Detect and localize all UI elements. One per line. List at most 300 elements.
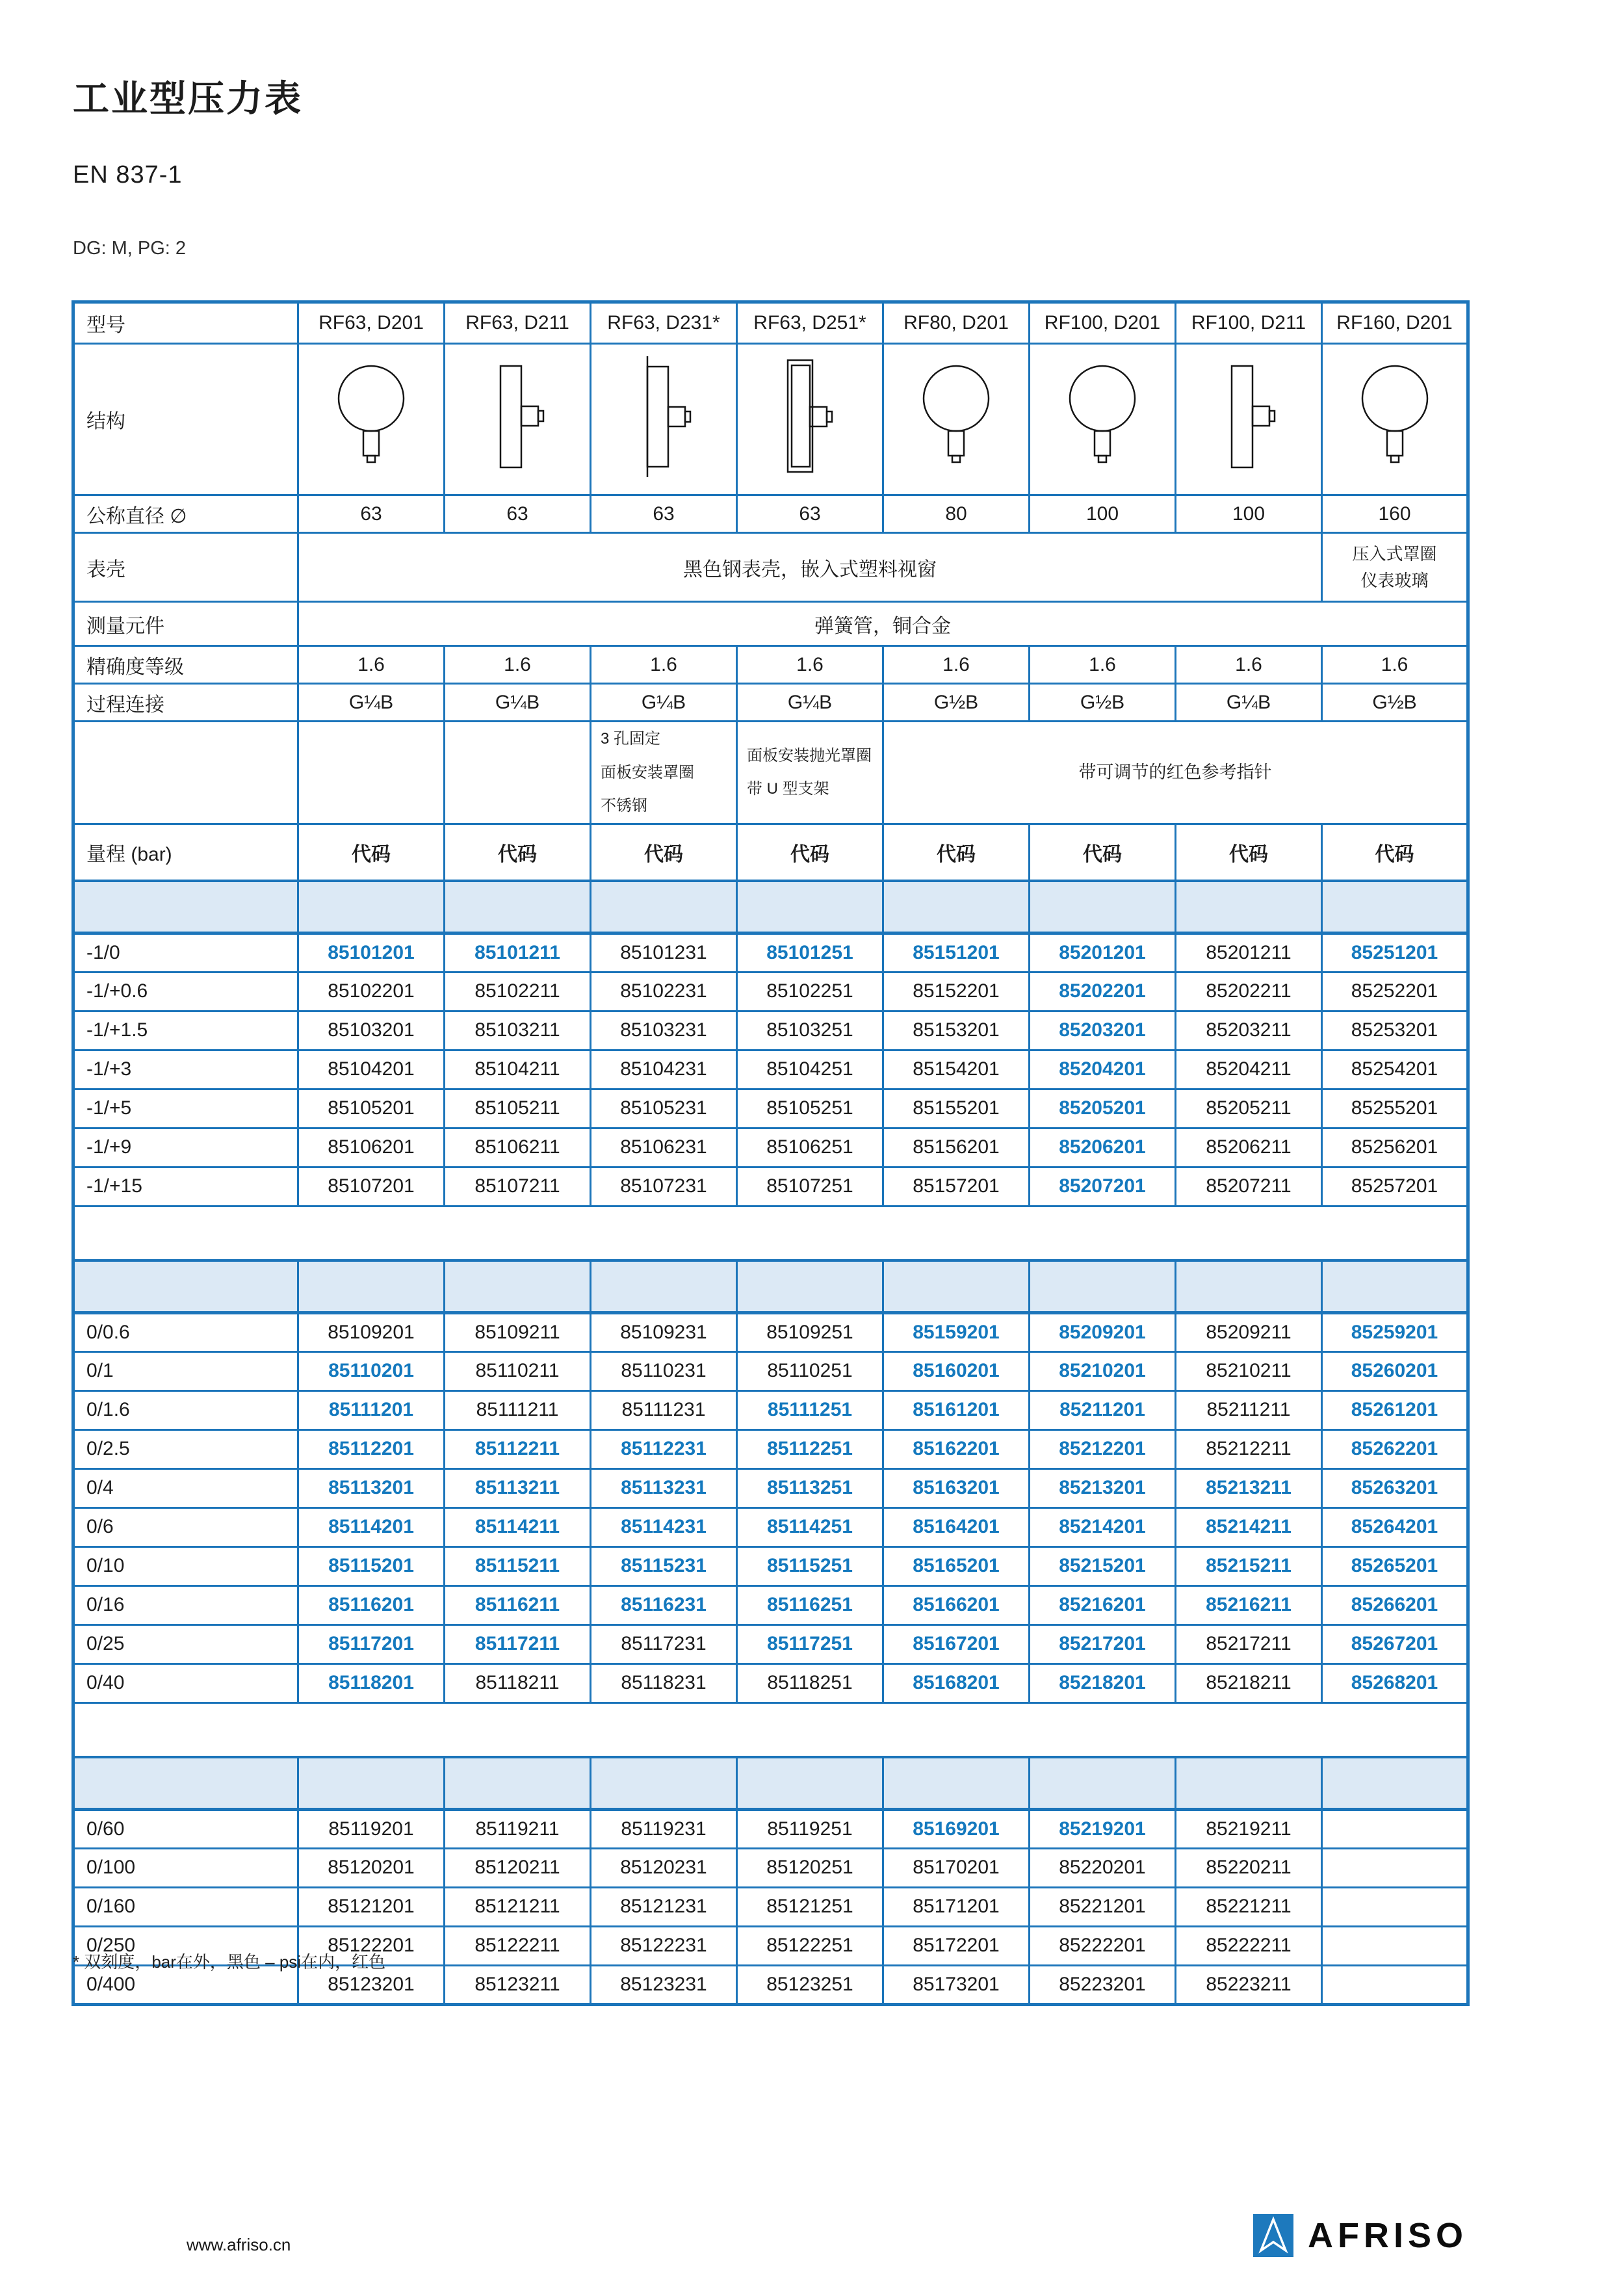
separator-cell <box>73 1260 298 1312</box>
range-cell: -1/0 <box>73 933 298 972</box>
code-cell: 85107231 <box>591 1167 737 1206</box>
code-cell: 85112231 <box>591 1429 737 1468</box>
connection-value: G½B <box>1030 684 1176 722</box>
range-cell: -1/+0.6 <box>73 972 298 1011</box>
code-cell: 85116211 <box>445 1585 591 1624</box>
accuracy-value: 1.6 <box>1322 646 1468 684</box>
code-cell: 85153201 <box>883 1011 1030 1050</box>
code-header: 代码 <box>298 824 445 881</box>
model-row-label: 型号 <box>73 302 298 344</box>
code-cell: 85170201 <box>883 1848 1030 1887</box>
separator-cell <box>1322 1260 1468 1312</box>
code-cell: 85113211 <box>445 1468 591 1507</box>
code-cell: 85112211 <box>445 1429 591 1468</box>
code-cell: 85251201 <box>1322 933 1468 972</box>
code-cell: 85162201 <box>883 1429 1030 1468</box>
range-cell: 0/60 <box>73 1809 298 1848</box>
code-cell: 85201211 <box>1176 933 1322 972</box>
gauge-side-panel-mount-icon <box>591 344 737 495</box>
model-name: RF63, D251* <box>737 302 883 344</box>
code-cell: 85116201 <box>298 1585 445 1624</box>
code-header: 代码 <box>591 824 737 881</box>
code-cell: 85119251 <box>737 1809 883 1848</box>
code-cell: 85262201 <box>1322 1429 1468 1468</box>
code-cell: 85105201 <box>298 1089 445 1128</box>
code-cell: 85206201 <box>1030 1128 1176 1167</box>
code-cell: 85157201 <box>883 1167 1030 1206</box>
accuracy-value: 1.6 <box>1030 646 1176 684</box>
accuracy-value: 1.6 <box>1176 646 1322 684</box>
code-cell: 85254201 <box>1322 1050 1468 1089</box>
model-name: RF63, D231* <box>591 302 737 344</box>
option-note <box>298 722 445 824</box>
range-cell: 0/2.5 <box>73 1429 298 1468</box>
separator-cell <box>445 1757 591 1809</box>
code-cell: 85118201 <box>298 1663 445 1702</box>
code-cell: 85111231 <box>591 1390 737 1429</box>
code-cell: 85163201 <box>883 1468 1030 1507</box>
code-cell: 85121251 <box>737 1887 883 1926</box>
case-description: 黑色钢表壳，嵌入式塑料视窗 <box>298 533 1322 602</box>
code-cell: 85213201 <box>1030 1468 1176 1507</box>
code-cell: 85169201 <box>883 1809 1030 1848</box>
code-cell: 85218201 <box>1030 1663 1176 1702</box>
code-cell: 85102251 <box>737 972 883 1011</box>
accuracy-row-label: 精确度等级 <box>73 646 298 684</box>
code-cell: 85123211 <box>445 1965 591 2004</box>
code-cell: 85221211 <box>1176 1887 1322 1926</box>
code-cell: 85217201 <box>1030 1624 1176 1663</box>
code-cell: 85104201 <box>298 1050 445 1089</box>
code-cell: 85114211 <box>445 1507 591 1546</box>
page-title: 工业型压力表 <box>73 78 303 119</box>
code-cell: 85122211 <box>445 1926 591 1965</box>
code-cell: 85204211 <box>1176 1050 1322 1089</box>
connection-value: G¼B <box>445 684 591 722</box>
separator-cell <box>73 1757 298 1809</box>
code-cell: 85123251 <box>737 1965 883 2004</box>
code-cell: 85154201 <box>883 1050 1030 1089</box>
separator-cell <box>298 1260 445 1312</box>
code-cell: 85209211 <box>1176 1312 1322 1351</box>
code-cell: 85110201 <box>298 1351 445 1390</box>
code-cell: 85121201 <box>298 1887 445 1926</box>
structure-row-label: 结构 <box>73 344 298 495</box>
code-cell: 85217211 <box>1176 1624 1322 1663</box>
code-cell: 85105211 <box>445 1089 591 1128</box>
connection-value: G¼B <box>737 684 883 722</box>
code-cell: 85219201 <box>1030 1809 1176 1848</box>
separator-cell <box>1322 1757 1468 1809</box>
code-cell: 85111211 <box>445 1390 591 1429</box>
code-cell: 85102201 <box>298 972 445 1011</box>
connection-value: G¼B <box>1176 684 1322 722</box>
code-cell: 85260201 <box>1322 1351 1468 1390</box>
code-cell: 85117201 <box>298 1624 445 1663</box>
separator-cell <box>1030 1757 1176 1809</box>
separator-cell <box>1030 1260 1176 1312</box>
range-cell: 0/1 <box>73 1351 298 1390</box>
range-cell: 0/10 <box>73 1546 298 1585</box>
code-cell: 85257201 <box>1322 1167 1468 1206</box>
diameter-value: 80 <box>883 495 1030 533</box>
range-cell: 0/4 <box>73 1468 298 1507</box>
code-cell: 85159201 <box>883 1312 1030 1351</box>
case-description-rf160: 压入式罩圈 仪表玻璃 <box>1322 533 1468 602</box>
code-cell: 85156201 <box>883 1128 1030 1167</box>
code-cell: 85263201 <box>1322 1468 1468 1507</box>
code-cell: 85261201 <box>1322 1390 1468 1429</box>
diameter-value: 63 <box>737 495 883 533</box>
range-cell: 0/250 <box>73 1926 298 1965</box>
arrow-up-icon <box>1253 2214 1293 2257</box>
spec-table <box>71 300 1470 2006</box>
code-cell: 85173201 <box>883 1965 1030 2004</box>
code-cell: 85109201 <box>298 1312 445 1351</box>
code-cell: 85101231 <box>591 933 737 972</box>
code-cell: 85115201 <box>298 1546 445 1585</box>
code-header: 代码 <box>1322 824 1468 881</box>
code-cell: 85160201 <box>883 1351 1030 1390</box>
gauge-front-bottom-connection-icon <box>883 344 1030 495</box>
code-cell: 85120201 <box>298 1848 445 1887</box>
code-cell: 85113251 <box>737 1468 883 1507</box>
element-description: 弹簧管，铜合金 <box>298 602 1468 646</box>
connection-row-label: 过程连接 <box>73 684 298 722</box>
code-cell: 85115231 <box>591 1546 737 1585</box>
model-name: RF100, D201 <box>1030 302 1176 344</box>
option-note <box>445 722 591 824</box>
code-cell: 85167201 <box>883 1624 1030 1663</box>
code-cell: 85101201 <box>298 933 445 972</box>
diameter-value: 63 <box>591 495 737 533</box>
code-cell: 85117231 <box>591 1624 737 1663</box>
gap-cell <box>73 1702 1468 1757</box>
code-cell: 85103201 <box>298 1011 445 1050</box>
standard-reference: EN 837-1 <box>73 161 183 189</box>
accuracy-value: 1.6 <box>883 646 1030 684</box>
code-cell: 85214211 <box>1176 1507 1322 1546</box>
code-cell: 85252201 <box>1322 972 1468 1011</box>
code-cell: 85152201 <box>883 972 1030 1011</box>
code-cell: 85213211 <box>1176 1468 1322 1507</box>
separator-cell <box>1176 881 1322 933</box>
code-cell: 85223211 <box>1176 1965 1322 2004</box>
code-cell: 85204201 <box>1030 1050 1176 1089</box>
code-cell: 85220201 <box>1030 1848 1176 1887</box>
code-cell: 85212201 <box>1030 1429 1176 1468</box>
code-cell: 85220211 <box>1176 1848 1322 1887</box>
gauge-front-bottom-connection-icon <box>1322 344 1468 495</box>
separator-cell <box>591 1260 737 1312</box>
code-cell: 85168201 <box>883 1663 1030 1702</box>
code-cell: 85112201 <box>298 1429 445 1468</box>
code-cell: 85202201 <box>1030 972 1176 1011</box>
code-cell: 85122201 <box>298 1926 445 1965</box>
accuracy-value: 1.6 <box>737 646 883 684</box>
code-cell: 85101211 <box>445 933 591 972</box>
code-cell <box>1322 1848 1468 1887</box>
code-cell: 85110211 <box>445 1351 591 1390</box>
footnote: * 双刻度，bar在外，黑色 – psi在内，红色 <box>73 1952 386 1972</box>
connection-value: G½B <box>1322 684 1468 722</box>
code-cell: 85107251 <box>737 1167 883 1206</box>
element-row-label: 测量元件 <box>73 602 298 646</box>
gauge-side-back-connection-icon <box>1176 344 1322 495</box>
code-cell: 85216211 <box>1176 1585 1322 1624</box>
code-cell: 85113201 <box>298 1468 445 1507</box>
option-note: 带可调节的红色参考指针 <box>883 722 1468 824</box>
code-cell: 85121211 <box>445 1887 591 1926</box>
code-cell: 85110251 <box>737 1351 883 1390</box>
code-cell: 85117251 <box>737 1624 883 1663</box>
range-cell: 0/25 <box>73 1624 298 1663</box>
separator-cell <box>591 1757 737 1809</box>
gap-cell <box>73 1206 1468 1260</box>
code-cell: 85253201 <box>1322 1011 1468 1050</box>
gauge-front-bottom-connection-icon <box>298 344 445 495</box>
separator-cell <box>445 881 591 933</box>
code-cell: 85218211 <box>1176 1663 1322 1702</box>
footer-url: www.afriso.cn <box>187 2235 291 2254</box>
code-cell: 85106201 <box>298 1128 445 1167</box>
code-cell: 85203211 <box>1176 1011 1322 1050</box>
code-cell: 85115251 <box>737 1546 883 1585</box>
separator-cell <box>737 881 883 933</box>
code-cell: 85221201 <box>1030 1887 1176 1926</box>
range-cell: 0/400 <box>73 1965 298 2004</box>
code-cell: 85212211 <box>1176 1429 1322 1468</box>
code-cell: 85201201 <box>1030 933 1176 972</box>
code-cell: 85161201 <box>883 1390 1030 1429</box>
code-cell: 85119231 <box>591 1809 737 1848</box>
code-cell: 85104251 <box>737 1050 883 1089</box>
code-cell: 85222201 <box>1030 1926 1176 1965</box>
range-cell: -1/+5 <box>73 1089 298 1128</box>
gauge-front-bottom-connection-icon <box>1030 344 1176 495</box>
separator-cell <box>737 1757 883 1809</box>
code-cell: 85103211 <box>445 1011 591 1050</box>
diameter-value: 63 <box>445 495 591 533</box>
separator-cell <box>883 1260 1030 1312</box>
code-cell: 85215211 <box>1176 1546 1322 1585</box>
code-cell: 85116251 <box>737 1585 883 1624</box>
range-cell: 0/1.6 <box>73 1390 298 1429</box>
code-cell: 85155201 <box>883 1089 1030 1128</box>
code-cell: 85105251 <box>737 1089 883 1128</box>
connection-value: G¼B <box>591 684 737 722</box>
range-cell: 0/160 <box>73 1887 298 1926</box>
separator-cell <box>1322 881 1468 933</box>
option-note: 面板安装抛光罩圈 带 U 型支架 <box>737 722 883 824</box>
code-cell: 85223201 <box>1030 1965 1176 2004</box>
range-cell: 0/40 <box>73 1663 298 1702</box>
range-cell: 0/100 <box>73 1848 298 1887</box>
separator-cell <box>298 881 445 933</box>
separator-cell <box>883 881 1030 933</box>
afriso-logo <box>1253 2214 1468 2257</box>
code-cell: 85117211 <box>445 1624 591 1663</box>
code-cell: 85265201 <box>1322 1546 1468 1585</box>
diameter-value: 100 <box>1176 495 1322 533</box>
code-cell: 85118231 <box>591 1663 737 1702</box>
range-header-label: 量程 (bar) <box>73 824 298 881</box>
code-cell: 85102231 <box>591 972 737 1011</box>
code-cell: 85114231 <box>591 1507 737 1546</box>
code-cell: 85112251 <box>737 1429 883 1468</box>
range-cell: -1/+9 <box>73 1128 298 1167</box>
code-cell: 85120211 <box>445 1848 591 1887</box>
separator-cell <box>298 1757 445 1809</box>
code-cell: 85267201 <box>1322 1624 1468 1663</box>
code-cell: 85209201 <box>1030 1312 1176 1351</box>
dg-pg-note: DG: M, PG: 2 <box>73 238 187 259</box>
code-cell: 85107211 <box>445 1167 591 1206</box>
code-cell: 85109211 <box>445 1312 591 1351</box>
code-cell <box>1322 1887 1468 1926</box>
code-cell: 85101251 <box>737 933 883 972</box>
brand-name: AFRISO <box>1308 2216 1468 2255</box>
code-cell: 85256201 <box>1322 1128 1468 1167</box>
code-cell: 85215201 <box>1030 1546 1176 1585</box>
code-cell: 85207211 <box>1176 1167 1322 1206</box>
separator-cell <box>445 1260 591 1312</box>
gauge-side-u-bracket-icon <box>737 344 883 495</box>
code-cell: 85102211 <box>445 972 591 1011</box>
code-cell: 85111251 <box>737 1390 883 1429</box>
code-cell: 85166201 <box>883 1585 1030 1624</box>
code-cell <box>1322 1965 1468 2004</box>
diameter-value: 100 <box>1030 495 1176 533</box>
code-cell: 85120251 <box>737 1848 883 1887</box>
code-cell: 85104231 <box>591 1050 737 1089</box>
code-cell: 85219211 <box>1176 1809 1322 1848</box>
code-cell: 85266201 <box>1322 1585 1468 1624</box>
code-cell: 85123231 <box>591 1965 737 2004</box>
code-cell: 85110231 <box>591 1351 737 1390</box>
code-cell: 85164201 <box>883 1507 1030 1546</box>
range-cell: 0/0.6 <box>73 1312 298 1351</box>
code-cell: 85106251 <box>737 1128 883 1167</box>
code-cell: 85111201 <box>298 1390 445 1429</box>
code-cell: 85151201 <box>883 933 1030 972</box>
separator-cell <box>737 1260 883 1312</box>
connection-value: G¼B <box>298 684 445 722</box>
code-cell: 85123201 <box>298 1965 445 2004</box>
code-cell: 85116231 <box>591 1585 737 1624</box>
code-cell: 85107201 <box>298 1167 445 1206</box>
model-name: RF63, D201 <box>298 302 445 344</box>
code-cell: 85202211 <box>1176 972 1322 1011</box>
connection-value: G½B <box>883 684 1030 722</box>
options-row-label <box>73 722 298 824</box>
range-cell: -1/+15 <box>73 1167 298 1206</box>
code-cell <box>1322 1809 1468 1848</box>
code-cell: 85106211 <box>445 1128 591 1167</box>
separator-cell <box>1030 881 1176 933</box>
code-cell: 85203201 <box>1030 1011 1176 1050</box>
code-cell: 85210201 <box>1030 1351 1176 1390</box>
code-cell: 85103231 <box>591 1011 737 1050</box>
code-cell: 85105231 <box>591 1089 737 1128</box>
code-cell: 85259201 <box>1322 1312 1468 1351</box>
separator-cell <box>73 881 298 933</box>
model-name: RF100, D211 <box>1176 302 1322 344</box>
code-cell: 85171201 <box>883 1887 1030 1926</box>
code-header: 代码 <box>1030 824 1176 881</box>
code-header: 代码 <box>445 824 591 881</box>
code-cell: 85214201 <box>1030 1507 1176 1546</box>
code-cell: 85122251 <box>737 1926 883 1965</box>
code-cell: 85109231 <box>591 1312 737 1351</box>
code-cell: 85122231 <box>591 1926 737 1965</box>
code-cell: 85255201 <box>1322 1089 1468 1128</box>
model-name: RF160, D201 <box>1322 302 1468 344</box>
code-cell: 85268201 <box>1322 1663 1468 1702</box>
code-cell: 85206211 <box>1176 1128 1322 1167</box>
code-header: 代码 <box>1176 824 1322 881</box>
code-cell <box>1322 1926 1468 1965</box>
gauge-side-back-connection-icon <box>445 344 591 495</box>
code-cell: 85207201 <box>1030 1167 1176 1206</box>
code-cell: 85119211 <box>445 1809 591 1848</box>
code-cell: 85114201 <box>298 1507 445 1546</box>
range-cell: 0/16 <box>73 1585 298 1624</box>
accuracy-value: 1.6 <box>298 646 445 684</box>
range-cell: 0/6 <box>73 1507 298 1546</box>
code-cell: 85118251 <box>737 1663 883 1702</box>
product-code-table <box>71 300 1470 2006</box>
code-cell: 85205211 <box>1176 1089 1322 1128</box>
diameter-row-label: 公称直径 ∅ <box>73 495 298 533</box>
code-cell: 85264201 <box>1322 1507 1468 1546</box>
range-cell: -1/+3 <box>73 1050 298 1089</box>
code-cell: 85119201 <box>298 1809 445 1848</box>
case-row-label: 表壳 <box>73 533 298 602</box>
accuracy-value: 1.6 <box>591 646 737 684</box>
code-cell: 85104211 <box>445 1050 591 1089</box>
separator-cell <box>1176 1757 1322 1809</box>
code-cell: 85114251 <box>737 1507 883 1546</box>
diameter-value: 160 <box>1322 495 1468 533</box>
code-cell: 85103251 <box>737 1011 883 1050</box>
code-cell: 85121231 <box>591 1887 737 1926</box>
code-cell: 85216201 <box>1030 1585 1176 1624</box>
code-cell: 85165201 <box>883 1546 1030 1585</box>
code-cell: 85106231 <box>591 1128 737 1167</box>
code-cell: 85211211 <box>1176 1390 1322 1429</box>
code-cell: 85172201 <box>883 1926 1030 1965</box>
code-cell: 85109251 <box>737 1312 883 1351</box>
code-cell: 85115211 <box>445 1546 591 1585</box>
code-cell: 85222211 <box>1176 1926 1322 1965</box>
model-name: RF80, D201 <box>883 302 1030 344</box>
code-cell: 85120231 <box>591 1848 737 1887</box>
code-header: 代码 <box>737 824 883 881</box>
code-cell: 85210211 <box>1176 1351 1322 1390</box>
code-cell: 85211201 <box>1030 1390 1176 1429</box>
range-cell: -1/+1.5 <box>73 1011 298 1050</box>
accuracy-value: 1.6 <box>445 646 591 684</box>
code-cell: 85113231 <box>591 1468 737 1507</box>
separator-cell <box>1176 1260 1322 1312</box>
option-note: 3 孔固定 面板安装罩圈 不锈钢 <box>591 722 737 824</box>
code-cell: 85205201 <box>1030 1089 1176 1128</box>
model-name: RF63, D211 <box>445 302 591 344</box>
separator-cell <box>591 881 737 933</box>
separator-cell <box>883 1757 1030 1809</box>
code-header: 代码 <box>883 824 1030 881</box>
